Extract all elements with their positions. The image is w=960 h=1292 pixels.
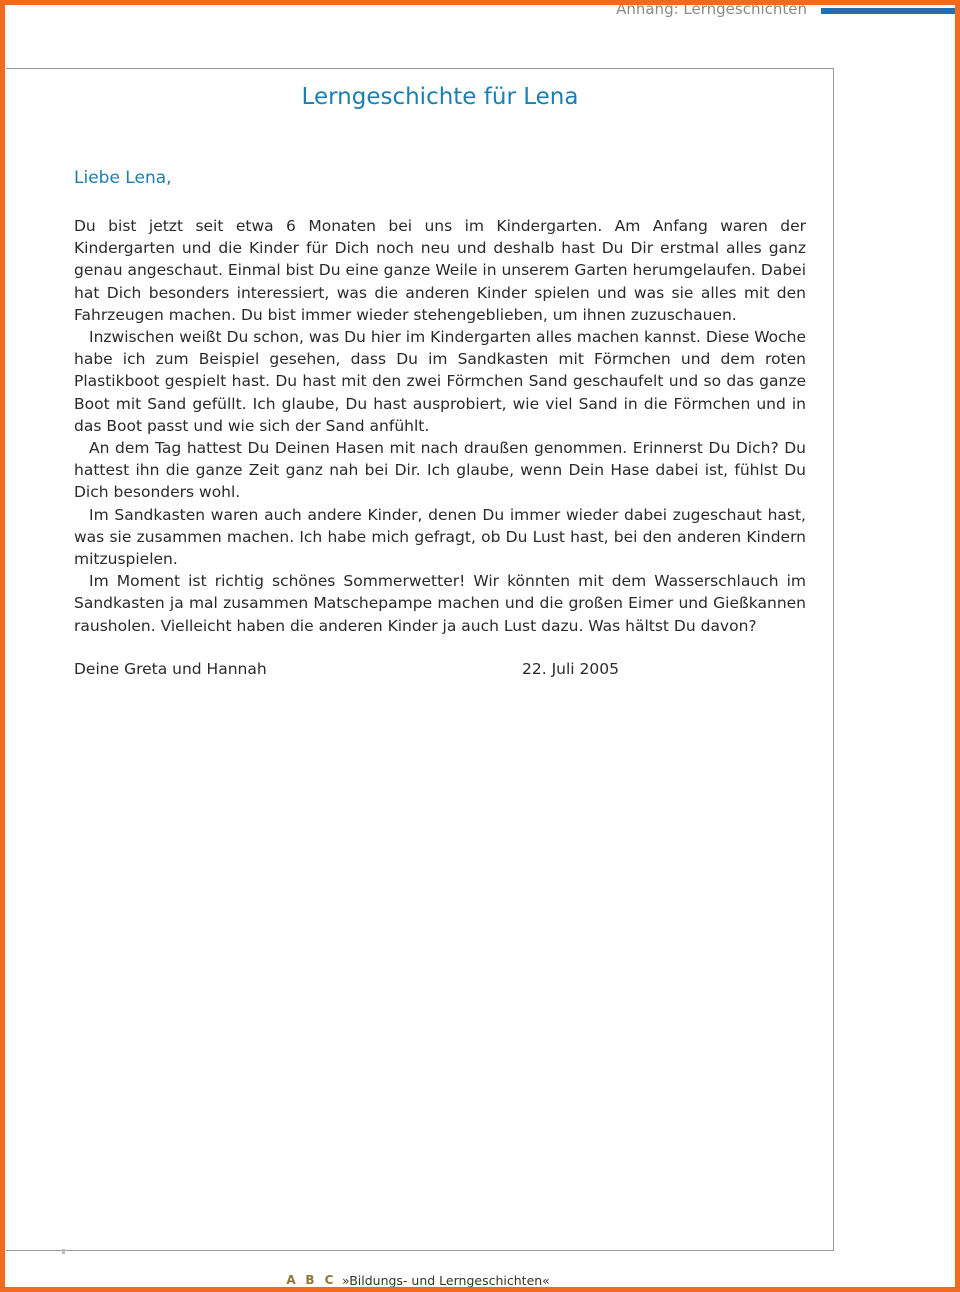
letter-paragraph: Inzwischen weißt Du schon, was Du hier im Kindergarten alles machen kannst. Diese Woche habe ich zum Beispiel gesehen, dass Du im Sandkasten mit Förmchen und dem roten Plastikboot gespielt hast. Du hast mit den zwei Förmchen Sand geschaufelt und so das ganze Boot mit Sand gefüllt. Ich glaube, Du hast ausprobiert, wie viel Sand in die Förmchen und in das Boot passt und wie sich der Sand anfühlt. [74, 328, 806, 435]
letter-signature: Deine Greta und Hannah [74, 660, 267, 678]
document-title: Lerngeschichte für Lena [301, 84, 579, 110]
header-accent-bar [821, 8, 955, 14]
letter-paragraph: Du bist jetzt seit etwa 6 Monaten bei uns im Kindergarten. Am Anfang waren der Kindergarten und die Kinder für Dich noch neu und deshalb hast Du Dir erstmal alles ganz genau angeschaut. Einmal bist Du eine ganze Weile in unserem Garten herumgelaufen. Dabei hat Dich besonders interessiert, was die anderen Kinder spielen und was sie alles mit den Fahrzeugen machen. Du bist immer wieder stehengeblieben, um ihnen zuzuschauen. [74, 217, 807, 324]
page-footer [282, 1271, 550, 1289]
abc-logo-icon [282, 1273, 338, 1287]
letter-date: 22. Juli 2005 [522, 660, 619, 678]
letter-paragraph: An dem Tag hattest Du Deinen Hasen mit nach draußen genommen. Erinnerst Du Dich? Du hattest ihn die ganze Zeit ganz nah bei Dir. Ich glaube, wenn Dein Hase dabei ist, fühlst Du Dich besonders wohl. [74, 439, 806, 502]
letter-body [74, 215, 806, 637]
footer-series-title: »Bildungs- und Lerngeschichten« [342, 1272, 550, 1288]
letter-salutation: Liebe Lena, [74, 168, 172, 188]
running-header-title: Anhang: Lerngeschichten [616, 0, 807, 18]
logo-letter: C [324, 1273, 334, 1287]
logo-letter: A [286, 1273, 296, 1287]
letter-paragraph: Im Moment ist richtig schönes Sommerwetter! Wir könnten mit dem Wasserschlauch im Sandkasten ja mal zusammen Matschepampe machen und die großen Eimer und Gießkannen rausholen. Vielleicht haben die anderen Kinder ja auch Lust dazu. Was hältst Du davon? [74, 572, 806, 635]
logo-letter: B [305, 1273, 315, 1287]
letter-paragraph: Im Sandkasten waren auch andere Kinder, denen Du immer wieder dabei zugeschaut hast, was sie zusammen machen. Ich habe mich gefragt, ob Du Lust hast, bei den anderen Kindern mitzuspielen. [74, 505, 806, 569]
crop-mark [62, 1249, 65, 1254]
